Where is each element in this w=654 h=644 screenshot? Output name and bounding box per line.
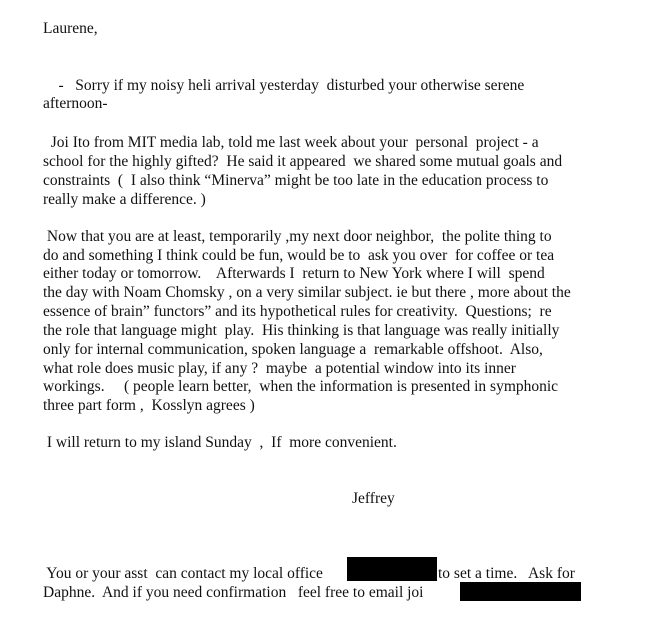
redacted-email-address: [460, 582, 581, 601]
paragraph-3-line-8: what role does music play, if any ? maybe a potential window into its inner: [43, 360, 516, 377]
paragraph-3-line-5: essence of brain” functors” and its hypothetical rules for creativity. Questions; re: [43, 303, 552, 320]
paragraph-2-line-3: constraints ( I also think “Minerva” might be too late in the education process to: [43, 172, 549, 189]
signature: Jeffrey: [352, 490, 395, 507]
postscript-line-2: Daphne. And if you need confirmation feel free to email joi: [43, 584, 424, 601]
paragraph-3-line-7: only for internal communication, spoken language a remarkable offshoot. Also,: [43, 341, 543, 358]
redacted-phone-number: [347, 557, 437, 581]
postscript-line-1-end: to set a time. Ask for: [438, 565, 575, 582]
paragraph-3-line-6: the role that language might play. His thinking is that language was really initially: [43, 322, 560, 339]
paragraph-3-line-9: workings. ( people learn better, when the information is presented in symphonic: [43, 378, 559, 395]
paragraph-2-line-2: school for the highly gifted? He said it appeared we shared some mutual goals and: [43, 153, 563, 170]
postscript-line-1-start: You or your asst can contact my local office: [43, 565, 327, 582]
paragraph-1-line-2: afternoon-: [43, 95, 108, 112]
paragraph-2-line-4: really make a difference. ): [43, 191, 206, 208]
paragraph-3-line-4: the day with Noam Chomsky , on a very similar subject. ie but there , more about the: [43, 284, 571, 301]
paragraph-4: I will return to my island Sunday , If more convenient.: [43, 434, 397, 451]
paragraph-3-line-2: do and something I think could be fun, would be to ask you over for coffee or tea: [43, 247, 555, 264]
paragraph-1-line-1: - Sorry if my noisy heli arrival yesterday disturbed your otherwise serene: [43, 77, 525, 94]
salutation: Laurene,: [43, 20, 98, 37]
paragraph-3-line-3: either today or tomorrow. Afterwards I return to New York where I will spend: [43, 265, 545, 282]
paragraph-3-line-1: Now that you are at least, temporarily ,my next door neighbor, the polite thing to: [43, 228, 552, 245]
paragraph-2-line-1: Joi Ito from MIT media lab, told me last week about your personal project - a: [43, 134, 539, 151]
paragraph-3-line-10: three part form , Kosslyn agrees ): [43, 397, 255, 414]
